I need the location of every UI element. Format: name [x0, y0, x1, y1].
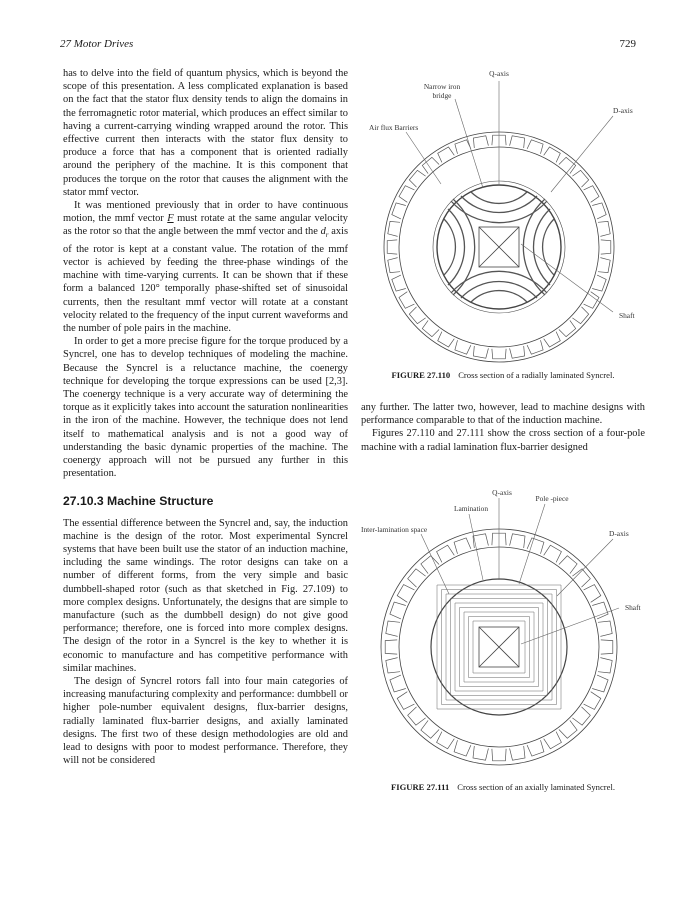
stator-slot: [473, 346, 488, 358]
stator-slot: [544, 732, 562, 749]
stator-slot: [559, 157, 576, 173]
stator-slot: [559, 720, 577, 738]
stator-slot: [473, 136, 488, 148]
stator-slot: [473, 746, 488, 760]
stator-slot: [598, 221, 610, 236]
stator-slot: [473, 534, 488, 548]
figure-leader-lines: [406, 81, 613, 312]
stator-slot: [397, 585, 414, 603]
paragraph: The design of Syncrel rotors fall into four main categories of increasing manufacturing complexity and performance: dumbbell or higher pole-number equivalent designs, flux-barrier designs, radially laminated flux-barrier designs, and axially laminated designs. The first two of these design methodologies are old and lead to designs with poor to modest performance. Therefore, they will not be considered: [63, 676, 348, 767]
bridge-label: Narrow iron: [423, 82, 461, 91]
stator-slot: [399, 292, 414, 309]
stator-slot: [572, 170, 588, 187]
shaft: [479, 227, 519, 267]
figure-27-111-caption: FIGURE 27.111 Cross section of an axially laminated Syncrel.: [390, 782, 616, 792]
left-column: [63, 67, 348, 767]
q-axis-label: Q-axis: [492, 488, 512, 497]
stator-slot: [492, 349, 506, 359]
stator-slot: [598, 658, 612, 673]
d-axis-label: D-axis: [613, 106, 633, 115]
stator-slot: [559, 320, 576, 336]
shaft: [479, 627, 519, 667]
page-number: 729: [619, 38, 636, 50]
stator-slot: [572, 707, 590, 725]
mmf-vector-symbol: F: [167, 213, 174, 225]
d-axis-label: D-axis: [609, 529, 629, 538]
q-axis-label: Q-axis: [489, 69, 509, 78]
lamination-label: Lamination: [453, 504, 489, 513]
stator-slot: [409, 307, 425, 324]
stator-slot: [510, 346, 525, 358]
right-column: [361, 401, 645, 454]
stator-slot: [388, 221, 400, 236]
paragraph: any further. The latter two, however, lead to machine designs with performance comparable to that of the induction machine.: [361, 402, 645, 427]
stator-slot: [510, 136, 525, 148]
stator-slot: [492, 749, 506, 761]
stator-slot: [397, 692, 414, 710]
stator-slot: [385, 640, 397, 654]
stator-slot: [399, 186, 414, 203]
stator-slot: [388, 258, 400, 273]
stator-slot: [421, 556, 439, 574]
stator-slot: [544, 147, 561, 162]
stator-slot: [601, 640, 613, 654]
stator-slot: [437, 545, 455, 562]
paragraph: The essential difference between the Syncrel and, say, the induction machine is the design of the rotor. Most experimental Syncrel systems that have been built use the stator of an induction machine, including the same windings. The rotor designs can take on a number of different forms, from the very simple and basic dumbbell-shaped rotor (such as that sketched in Fig. 27.109) to more complex designs. Unfortunately, the designs that are simple to manufacture (such as the dumbbell design) do not give good performance; therefore, one is forced into more complex designs. The design of the rotor in a Syncrel is the key to whether it is economic to manufacture and has competitive performance with similar machines.: [63, 517, 348, 674]
paragraph: It was mentioned previously that in order to have continuous motion, the mmf vector F must rotate at the same angular velocity as the rotor so that the angle between the mmf vector and the $d_r$ axis of the rotor is kept at a constant value. The rotation of the mmf vector is achieved by feeding the three-phase windings of the machine with time-varying currents. It can be shown that if these form a balanced 120° temporally phase-shifted set of sinusoidal currents, then the resultant mmf vector will rotate at a constant velocity related to the frequency of the input current waveforms and the number of pole pairs in the machine.: [63, 200, 348, 334]
page-header: [60, 38, 636, 52]
stator-slot: [544, 545, 562, 562]
stator-slot: [386, 658, 400, 673]
air-flux-barriers-label: Air flux Barriers: [369, 123, 419, 132]
pole-piece-label: Pole -piece: [535, 494, 569, 503]
stator-slot: [544, 332, 561, 347]
stator-slot: [510, 746, 525, 760]
stator-slot: [598, 621, 612, 636]
paragraph: has to delve into the field of quantum physics, which is beyond the scope of this presentation. A less complicated explanation is based on the fact that the stator flux density tends to align the domains in the ferromagnetic rotor material, which produces an effect similar to having a current-carrying winding wrapped around the rotor. This effective current then interacts with the stator flux density to produce a force that has a component that is oriented radially around the periphery of the machine. It is this component that produces the torque on the rotor that causes the alignment with the stator mmf vector.: [63, 68, 348, 198]
section-heading: 27.10.3 Machine Structure: [63, 494, 214, 509]
stator-slot: [387, 240, 397, 254]
shaft-label: Shaft: [625, 603, 641, 612]
stator-slot: [584, 692, 601, 710]
stator-slot: [408, 569, 426, 587]
chapter-title: 27 Motor Drives: [60, 38, 134, 50]
stator-slot: [422, 320, 439, 336]
figure-27-111-axial-syncrel-diagram: [361, 484, 661, 784]
stator-slot: [510, 534, 525, 548]
stator-slot: [409, 170, 425, 187]
paragraph: In order to get a more precise figure for the torque produced by a Syncrel, one has to develop techniques of modeling the machine. Because the Syncrel is a reluctance machine, the coenergy technique for developing the torque expressions can be used [2,3]. The coenergy technique is a very accurate way of determining the torque as it explicitly takes into account the saturation nonlinearities in the iron of the machine. However, the technique does not lend itself to mathematical analysis and is not a good way of understanding the basic dynamic properties of the machine. The coenergy approach will not be pursued any further in this presentation.: [63, 336, 348, 480]
stator-slot: [408, 707, 426, 725]
inter-lamination-label: Inter-lamination space: [361, 525, 428, 534]
bridge-label: bridge: [432, 91, 452, 100]
stator-slot: [437, 732, 455, 749]
stator-slot: [572, 307, 588, 324]
stator-slot: [584, 186, 599, 203]
figure-27-110-radial-syncrel-diagram: [361, 64, 661, 364]
stator-slot: [421, 720, 439, 738]
stator-slot: [438, 332, 455, 347]
stator-slot: [386, 621, 400, 636]
figure-27-110-caption: FIGURE 27.110 Cross section of a radially laminated Syncrel.: [391, 370, 615, 380]
stator-slot: [559, 556, 577, 574]
stator-slot: [601, 240, 611, 254]
shaft-label: Shaft: [619, 311, 635, 320]
paragraph: Figures 27.110 and 27.111 show the cross section of a four-pole machine with a radial lamination flux-barrier designed: [361, 428, 645, 453]
stator-slot: [584, 585, 601, 603]
stator-slot: [438, 147, 455, 162]
stator-slot: [598, 258, 610, 273]
